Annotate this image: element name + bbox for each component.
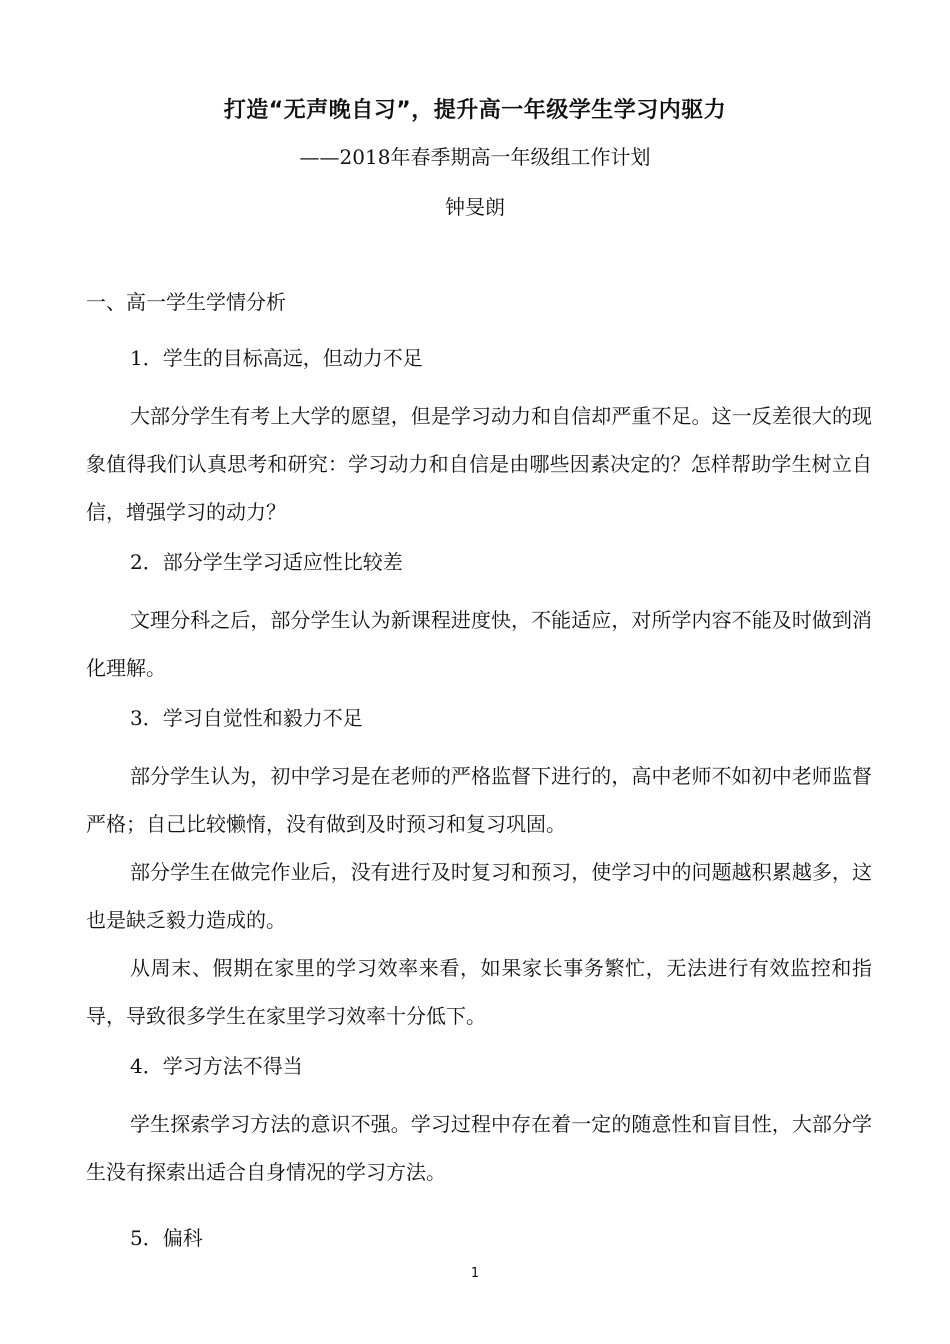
paragraph: 学生探索学习方法的意识不强。学习过程中存在着一定的随意性和盲目性，大部分学生没有探索出适合自身情况的学习方法。 (86, 1112, 872, 1184)
document-subtitle: ——2018年春季期高一年级组工作计划 (299, 145, 651, 169)
paragraph: 部分学生认为，初中学习是在老师的严格监督下进行的，高中老师不如初中老师监督严格；自己比较懒惰，没有做到及时预习和复习巩固。 (86, 764, 872, 836)
item-heading-3: 3．学习自觉性和毅力不足 (130, 706, 363, 730)
section-heading: 一、高一学生学情分析 (86, 290, 286, 314)
page-number: 1 (470, 1266, 480, 1281)
item-heading-5: 5．偏科 (130, 1226, 203, 1250)
item-heading-4: 4．学习方法不得当 (130, 1054, 303, 1078)
paragraph: 大部分学生有考上大学的愿望，但是学习动力和自信却严重不足。这一反差很大的现象值得我们认真思考和研究：学习动力和自信是由哪些因素决定的？怎样帮助学生树立自信，增强学习的动力？ (86, 404, 872, 524)
paragraph: 从周末、假期在家里的学习效率来看，如果家长事务繁忙，无法进行有效监控和指导，导致很多学生在家里学习效率十分低下。 (86, 956, 872, 1028)
item-heading-2: 2．部分学生学习适应性比较差 (130, 550, 403, 574)
item-heading-1: 1．学生的目标高远，但动力不足 (130, 346, 423, 370)
document-body (86, 288, 872, 1252)
document-author: 钟旻朗 (445, 195, 505, 219)
paragraph: 文理分科之后，部分学生认为新课程进度快，不能适应，对所学内容不能及时做到消化理解。 (86, 608, 872, 680)
paragraph: 部分学生在做完作业后，没有进行及时复习和预习，使学习中的问题越积累越多，这也是缺乏毅力造成的。 (86, 860, 872, 932)
document-title: 打造“无声晚自习”，提升高一年级学生学习内驱力 (223, 98, 727, 123)
